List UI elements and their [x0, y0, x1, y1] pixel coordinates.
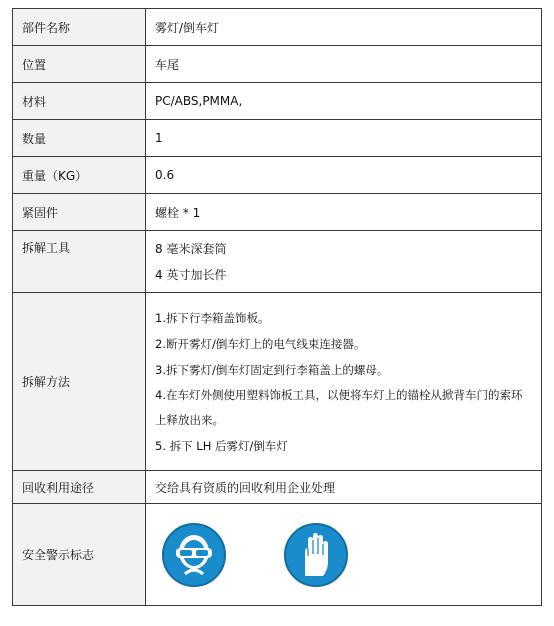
table-row [13, 504, 542, 606]
table-row [13, 231, 542, 293]
table-row [13, 120, 542, 157]
row-label-weight: 重量（KG） [13, 157, 146, 194]
row-label-part-name: 部件名称 [13, 9, 146, 46]
row-value-recycle: 交给具有资质的回收利用企业处理 [146, 471, 542, 504]
row-value-tools [146, 231, 542, 293]
row-value-position: 车尾 [146, 46, 542, 83]
method-step: 5. 拆下 LH 后雾灯/倒车灯 [155, 438, 288, 453]
row-value-weight: 0.6 [146, 157, 542, 194]
method-step: 4.在车灯外侧使用塑料饰板工具，以便将车灯上的锚栓从掀背车门的索环上释放出来。 [155, 387, 523, 427]
tool-line: 4 英寸加长件 [155, 267, 227, 282]
table-row [13, 471, 542, 504]
row-value-material: PC/ABS,PMMA, [146, 83, 542, 120]
table-row [13, 194, 542, 231]
row-label-recycle: 回收利用途径 [13, 471, 146, 504]
method-step: 1.拆下行李箱盖饰板。 [155, 310, 270, 325]
row-value-method [146, 293, 542, 471]
table-row [13, 9, 542, 46]
row-value-quantity: 1 [146, 120, 542, 157]
table-row [13, 46, 542, 83]
row-label-safety: 安全警示标志 [13, 504, 146, 606]
gloves-sign-icon [283, 522, 349, 588]
row-label-material: 材料 [13, 83, 146, 120]
disassembly-spec-table [12, 8, 542, 606]
tool-line: 8 毫米深套筒 [155, 241, 227, 256]
table-row [13, 293, 542, 471]
method-step: 3.拆下雾灯/倒车灯固定到行李箱盖上的螺母。 [155, 362, 389, 377]
row-value-fastener: 螺栓 * 1 [146, 194, 542, 231]
safety-signs [155, 522, 540, 588]
row-value-safety [146, 504, 542, 606]
row-label-method: 拆解方法 [13, 293, 146, 471]
row-label-quantity: 数量 [13, 120, 146, 157]
table-row [13, 83, 542, 120]
row-label-fastener: 紧固件 [13, 194, 146, 231]
table-row [13, 157, 542, 194]
row-label-position: 位置 [13, 46, 146, 83]
goggles-sign-icon [161, 522, 227, 588]
row-value-part-name: 雾灯/倒车灯 [146, 9, 542, 46]
row-label-tools: 拆解工具 [13, 231, 146, 293]
method-step: 2.断开雾灯/倒车灯上的电气线束连接器。 [155, 336, 366, 351]
